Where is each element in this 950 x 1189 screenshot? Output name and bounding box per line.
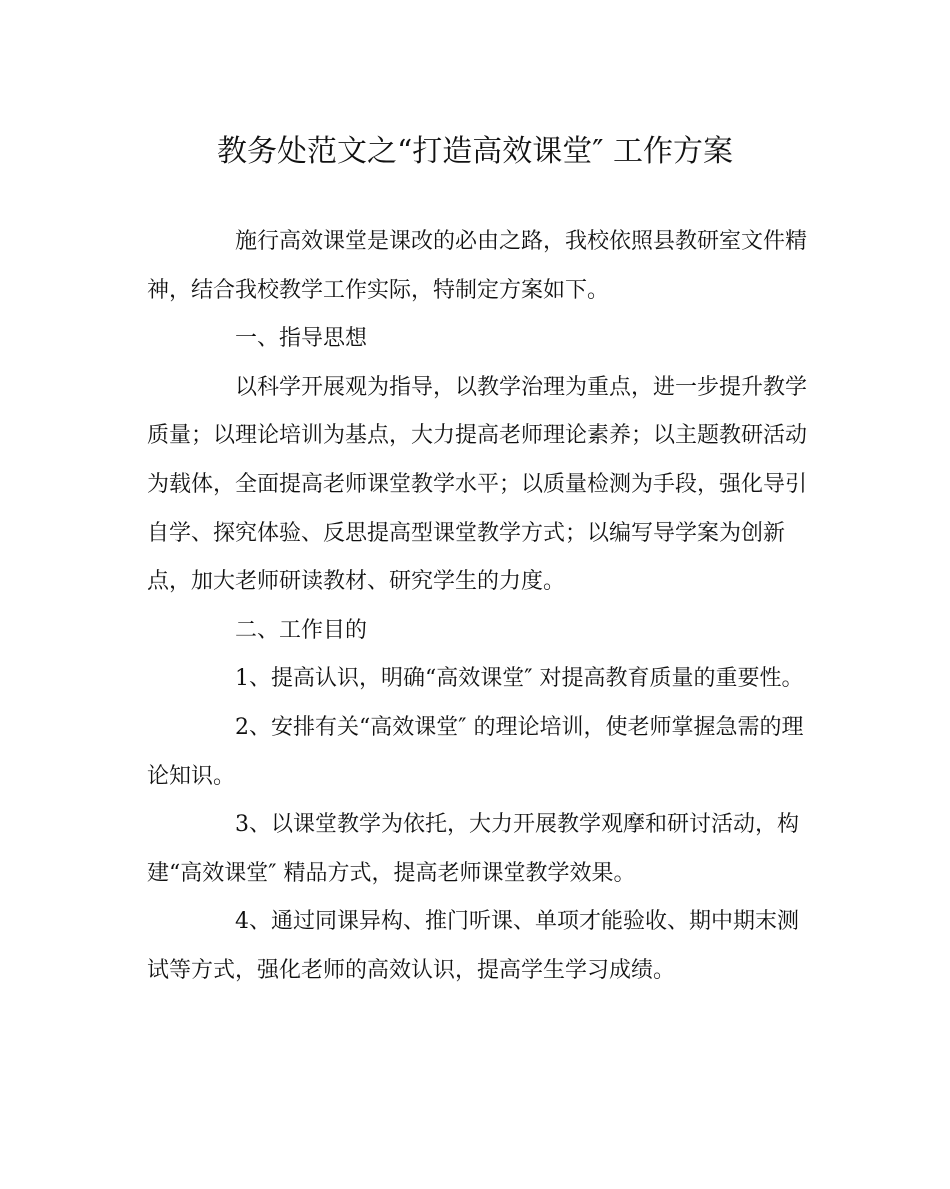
section-heading-work-goals: 二、工作目的: [235, 617, 368, 643]
guiding-ideology-paragraph: 以科学开展观为指导，以教学治理为重点，进一步提升教学质量；以理论培训为基点，大力提高老师理论素养；以主题教研活动为载体，全面提高老师课堂教学水平；以质量检测为手段，强化导引自学、探究体验、反思提高型课堂教学方式；以编写导学案为创新点，加大老师研读教材、研究学生的力度。: [147, 374, 808, 595]
goal-item-1: 1、提高认识，明确“高效课堂″ 对提高教育质量的重要性。: [235, 666, 804, 692]
document-title: 教务处范文之“打造高效课堂″ 工作方案: [216, 134, 734, 169]
intro-paragraph: 施行高效课堂是课改的必由之路，我校依照县教研室文件精神，结合我校教学工作实际，特制定方案如下。: [147, 229, 808, 303]
section-heading-guiding-ideology: 一、指导思想: [235, 326, 368, 352]
document-body: [147, 218, 807, 996]
goal-item-2: 2、安排有关“高效课堂″ 的理论培训，使老师掌握急需的理论知识。: [147, 714, 804, 789]
goal-item-4: 4、通过同课异构、推门听课、单项才能验收、期中期末测试等方式，强化老师的高效认识，提高学生学习成绩。: [147, 909, 799, 983]
goal-item-3: 3、以课堂教学为依托，大力开展教学观摩和研讨活动，构建“高效课堂″ 精品方式，提高老师课堂教学效果。: [147, 812, 799, 886]
